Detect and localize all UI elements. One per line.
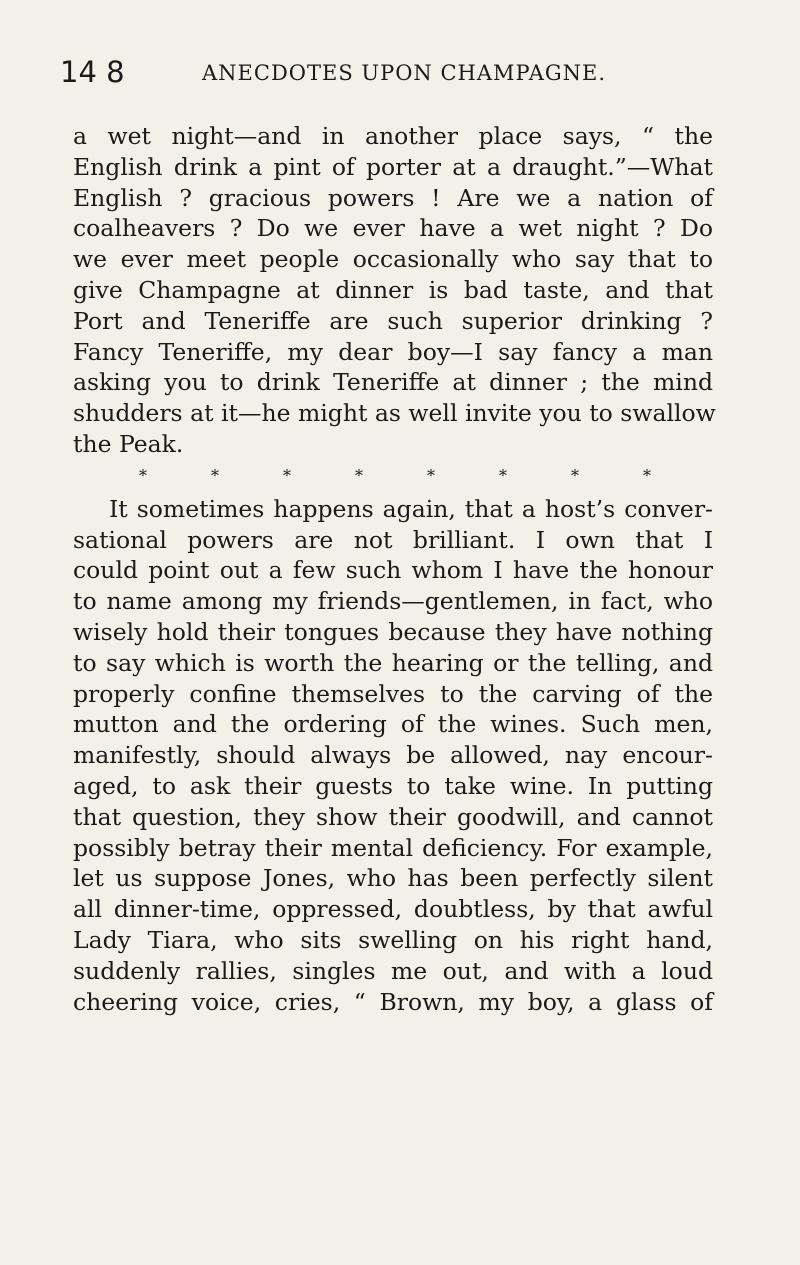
text-line: Port and Teneriffe are such superior drinking ?	[73, 306, 713, 335]
asterisk: *	[571, 465, 579, 485]
text-line: aged, to ask their guests to take wine. In putting	[73, 771, 713, 800]
text-line: to name among my friends—gentlemen, in fact, who	[73, 587, 713, 616]
text-line: sational powers are not brilliant. I own that I	[73, 525, 713, 554]
asterisk: *	[643, 465, 651, 485]
text-line: English ? gracious powers ! Are we a nation of	[73, 183, 713, 212]
page-number: 14 8	[60, 55, 125, 89]
text-line: shudders at it—he might as well invite you to swallow	[73, 399, 716, 428]
text-line: Fancy Teneriffe, my dear boy—I say fancy a man	[73, 337, 713, 366]
text-line: could point out a few such whom I have the honour	[73, 556, 713, 585]
text-line: manifestly, should always be allowed, nay encour-	[73, 741, 713, 770]
text-line: mutton and the ordering of the wines. Such men,	[73, 710, 713, 739]
section-separator	[73, 460, 713, 491]
paragraph-2	[73, 494, 713, 1018]
text-line: English drink a pint of porter at a draught.”—What	[73, 152, 713, 181]
asterisk: *	[427, 465, 435, 485]
text-line: a wet night—and in another place says, “ the	[73, 122, 713, 150]
text-line: to say which is worth the hearing or the telling, and	[73, 648, 713, 677]
text-line: we ever meet people occasionally who say that to	[73, 245, 713, 274]
running-head: ANECDOTES UPON CHAMPAGNE.	[202, 61, 607, 85]
text-line: let us suppose Jones, who has been perfectly silent	[73, 864, 713, 893]
text-line: asking you to drink Teneriffe at dinner ; the mind	[73, 368, 713, 397]
asterisk: *	[499, 465, 507, 485]
text-line: cheering voice, cries, “ Brown, my boy, a glass of	[73, 987, 713, 1016]
text-line: wisely hold their tongues because they have nothing	[73, 617, 713, 646]
text-line: possibly betray their mental deficiency. For example,	[73, 833, 713, 862]
asterisk: *	[211, 465, 219, 485]
paragraph-1	[73, 121, 716, 460]
asterisk: *	[139, 465, 147, 485]
text-line: the Peak.	[73, 429, 184, 458]
text-line: coalheavers ? Do we ever have a wet night ? Do	[73, 214, 713, 243]
text-line: suddenly rallies, singles me out, and with a loud	[73, 956, 713, 985]
text-line: It sometimes happens again, that a host’s conver-	[109, 494, 713, 523]
text-line: that question, they show their goodwill, and cannot	[73, 802, 713, 831]
text-line: Lady Tiara, who sits swelling on his right hand,	[73, 925, 713, 954]
asterisk: *	[283, 465, 291, 485]
text-line: properly confine themselves to the carving of the	[73, 679, 713, 708]
text-line: all dinner-time, oppressed, doubtless, by that awful	[73, 895, 713, 924]
text-line: give Champagne at dinner is bad taste, and that	[73, 275, 713, 304]
page-header	[60, 54, 740, 94]
asterisk: *	[355, 465, 363, 485]
body-text	[73, 121, 716, 1017]
